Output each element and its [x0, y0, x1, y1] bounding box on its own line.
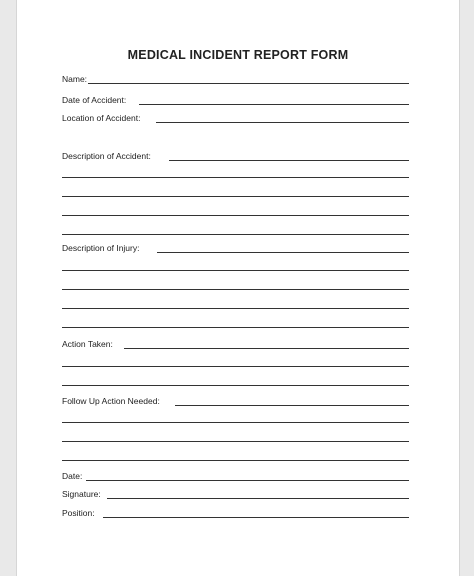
location-of-accident-label: Location of Accident: — [62, 113, 141, 123]
follow-up-action-line[interactable] — [62, 422, 409, 423]
description-of-accident-label: Description of Accident: — [62, 151, 151, 161]
description-of-injury-input-line[interactable] — [157, 252, 409, 253]
date-label: Date: — [62, 471, 83, 481]
action-taken-line[interactable] — [62, 366, 409, 367]
position-input-line[interactable] — [103, 517, 409, 518]
signature-label: Signature: — [62, 489, 101, 499]
description-of-injury-label: Description of Injury: — [62, 243, 140, 253]
follow-up-action-input-line[interactable] — [175, 405, 409, 406]
description-of-accident-line[interactable] — [62, 196, 409, 197]
description-of-injury-line[interactable] — [62, 327, 409, 328]
follow-up-action-line[interactable] — [62, 441, 409, 442]
location-of-accident-input-line[interactable] — [156, 122, 409, 123]
position-label: Position: — [62, 508, 95, 518]
date-of-accident-input-line[interactable] — [139, 104, 409, 105]
action-taken-line[interactable] — [62, 385, 409, 386]
form-title: MEDICAL INCIDENT REPORT FORM — [127, 48, 349, 62]
description-of-accident-input-line[interactable] — [169, 160, 409, 161]
description-of-accident-line[interactable] — [62, 215, 409, 216]
description-of-injury-line[interactable] — [62, 289, 409, 290]
description-of-injury-line[interactable] — [62, 270, 409, 271]
action-taken-input-line[interactable] — [124, 348, 409, 349]
date-input-line[interactable] — [86, 480, 409, 481]
follow-up-action-line[interactable] — [62, 460, 409, 461]
date-of-accident-label: Date of Accident: — [62, 95, 127, 105]
form-page — [16, 0, 460, 576]
description-of-injury-line[interactable] — [62, 308, 409, 309]
name-input-line[interactable] — [88, 83, 409, 84]
description-of-accident-line[interactable] — [62, 234, 409, 235]
follow-up-action-label: Follow Up Action Needed: — [62, 396, 160, 406]
description-of-accident-line[interactable] — [62, 177, 409, 178]
action-taken-label: Action Taken: — [62, 339, 113, 349]
name-label: Name: — [62, 74, 88, 84]
signature-input-line[interactable] — [107, 498, 409, 499]
